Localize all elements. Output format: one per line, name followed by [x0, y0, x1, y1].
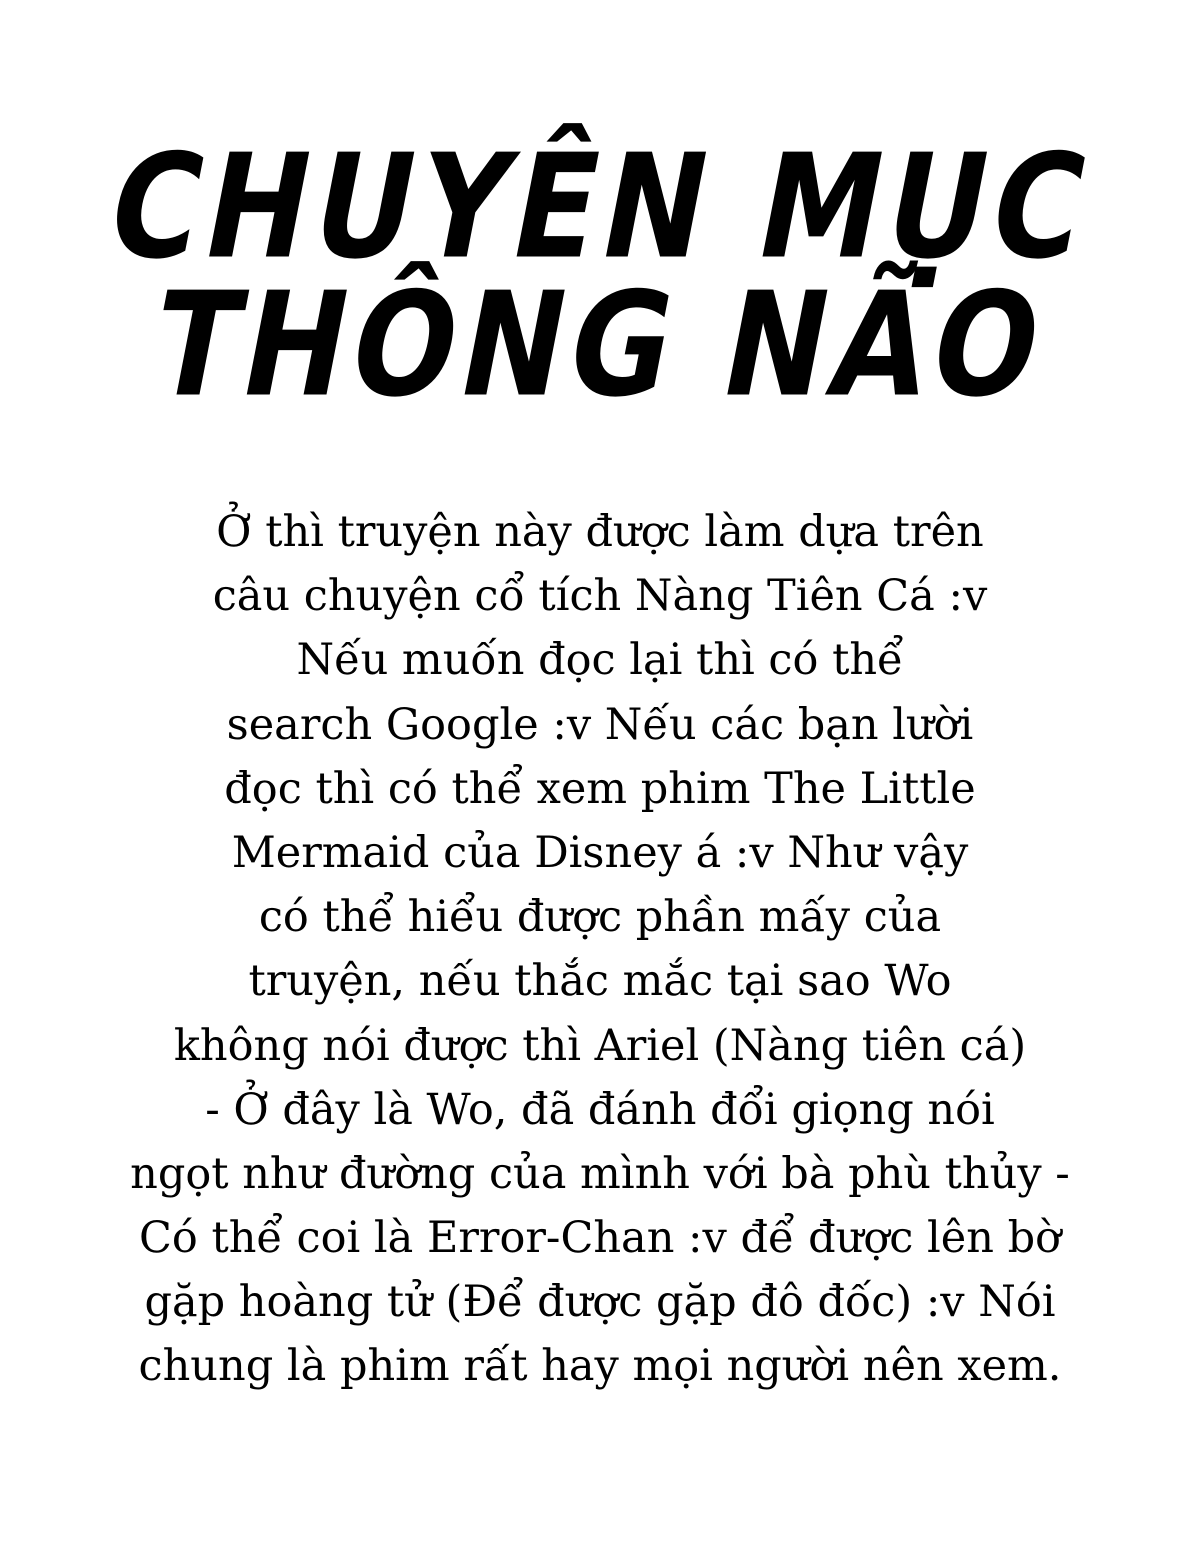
body-line: không nói được thì Ariel (Nàng tiên cá) — [173, 1020, 1027, 1071]
body-line: Ở thì truyện này được làm dựa trên — [216, 507, 984, 557]
title-line-2-text: THÔNG NÃO — [139, 261, 1061, 429]
body-line: đọc thì có thể xem phim The Little — [224, 763, 976, 814]
body-line: Có thể coi là Error-Chan :v để được lên bờ — [138, 1213, 1061, 1264]
body-paragraph — [60, 500, 1140, 1399]
body-line: gặp hoàng tử (Để được gặp đô đốc) :v Nói — [144, 1277, 1056, 1328]
body-line: truyện, nếu thắc mắc tại sao Wo — [248, 956, 952, 1007]
body-line: ngọt như đường của mình với bà phù thủy - — [130, 1148, 1070, 1199]
title-line-1-text: CHUYÊN MỤC — [95, 123, 1105, 291]
body-line: Mermaid của Disney á :v Như vậy — [231, 827, 969, 878]
body-line: có thể hiểu được phần mấy của — [258, 892, 942, 943]
body-line: câu chuyện cổ tích Nàng Tiên Cá :v — [212, 571, 988, 622]
title-line-2 — [0, 261, 1200, 429]
title-line-1 — [0, 123, 1200, 291]
body-line: chung là phim rất hay mọi người nên xem. — [138, 1341, 1062, 1392]
body-line: - Ở đây là Wo, đã đánh đổi giọng nói — [205, 1084, 995, 1135]
body-line: search Google :v Nếu các bạn lười — [226, 699, 974, 750]
body-line: Nếu muốn đọc lại thì có thể — [296, 635, 904, 686]
